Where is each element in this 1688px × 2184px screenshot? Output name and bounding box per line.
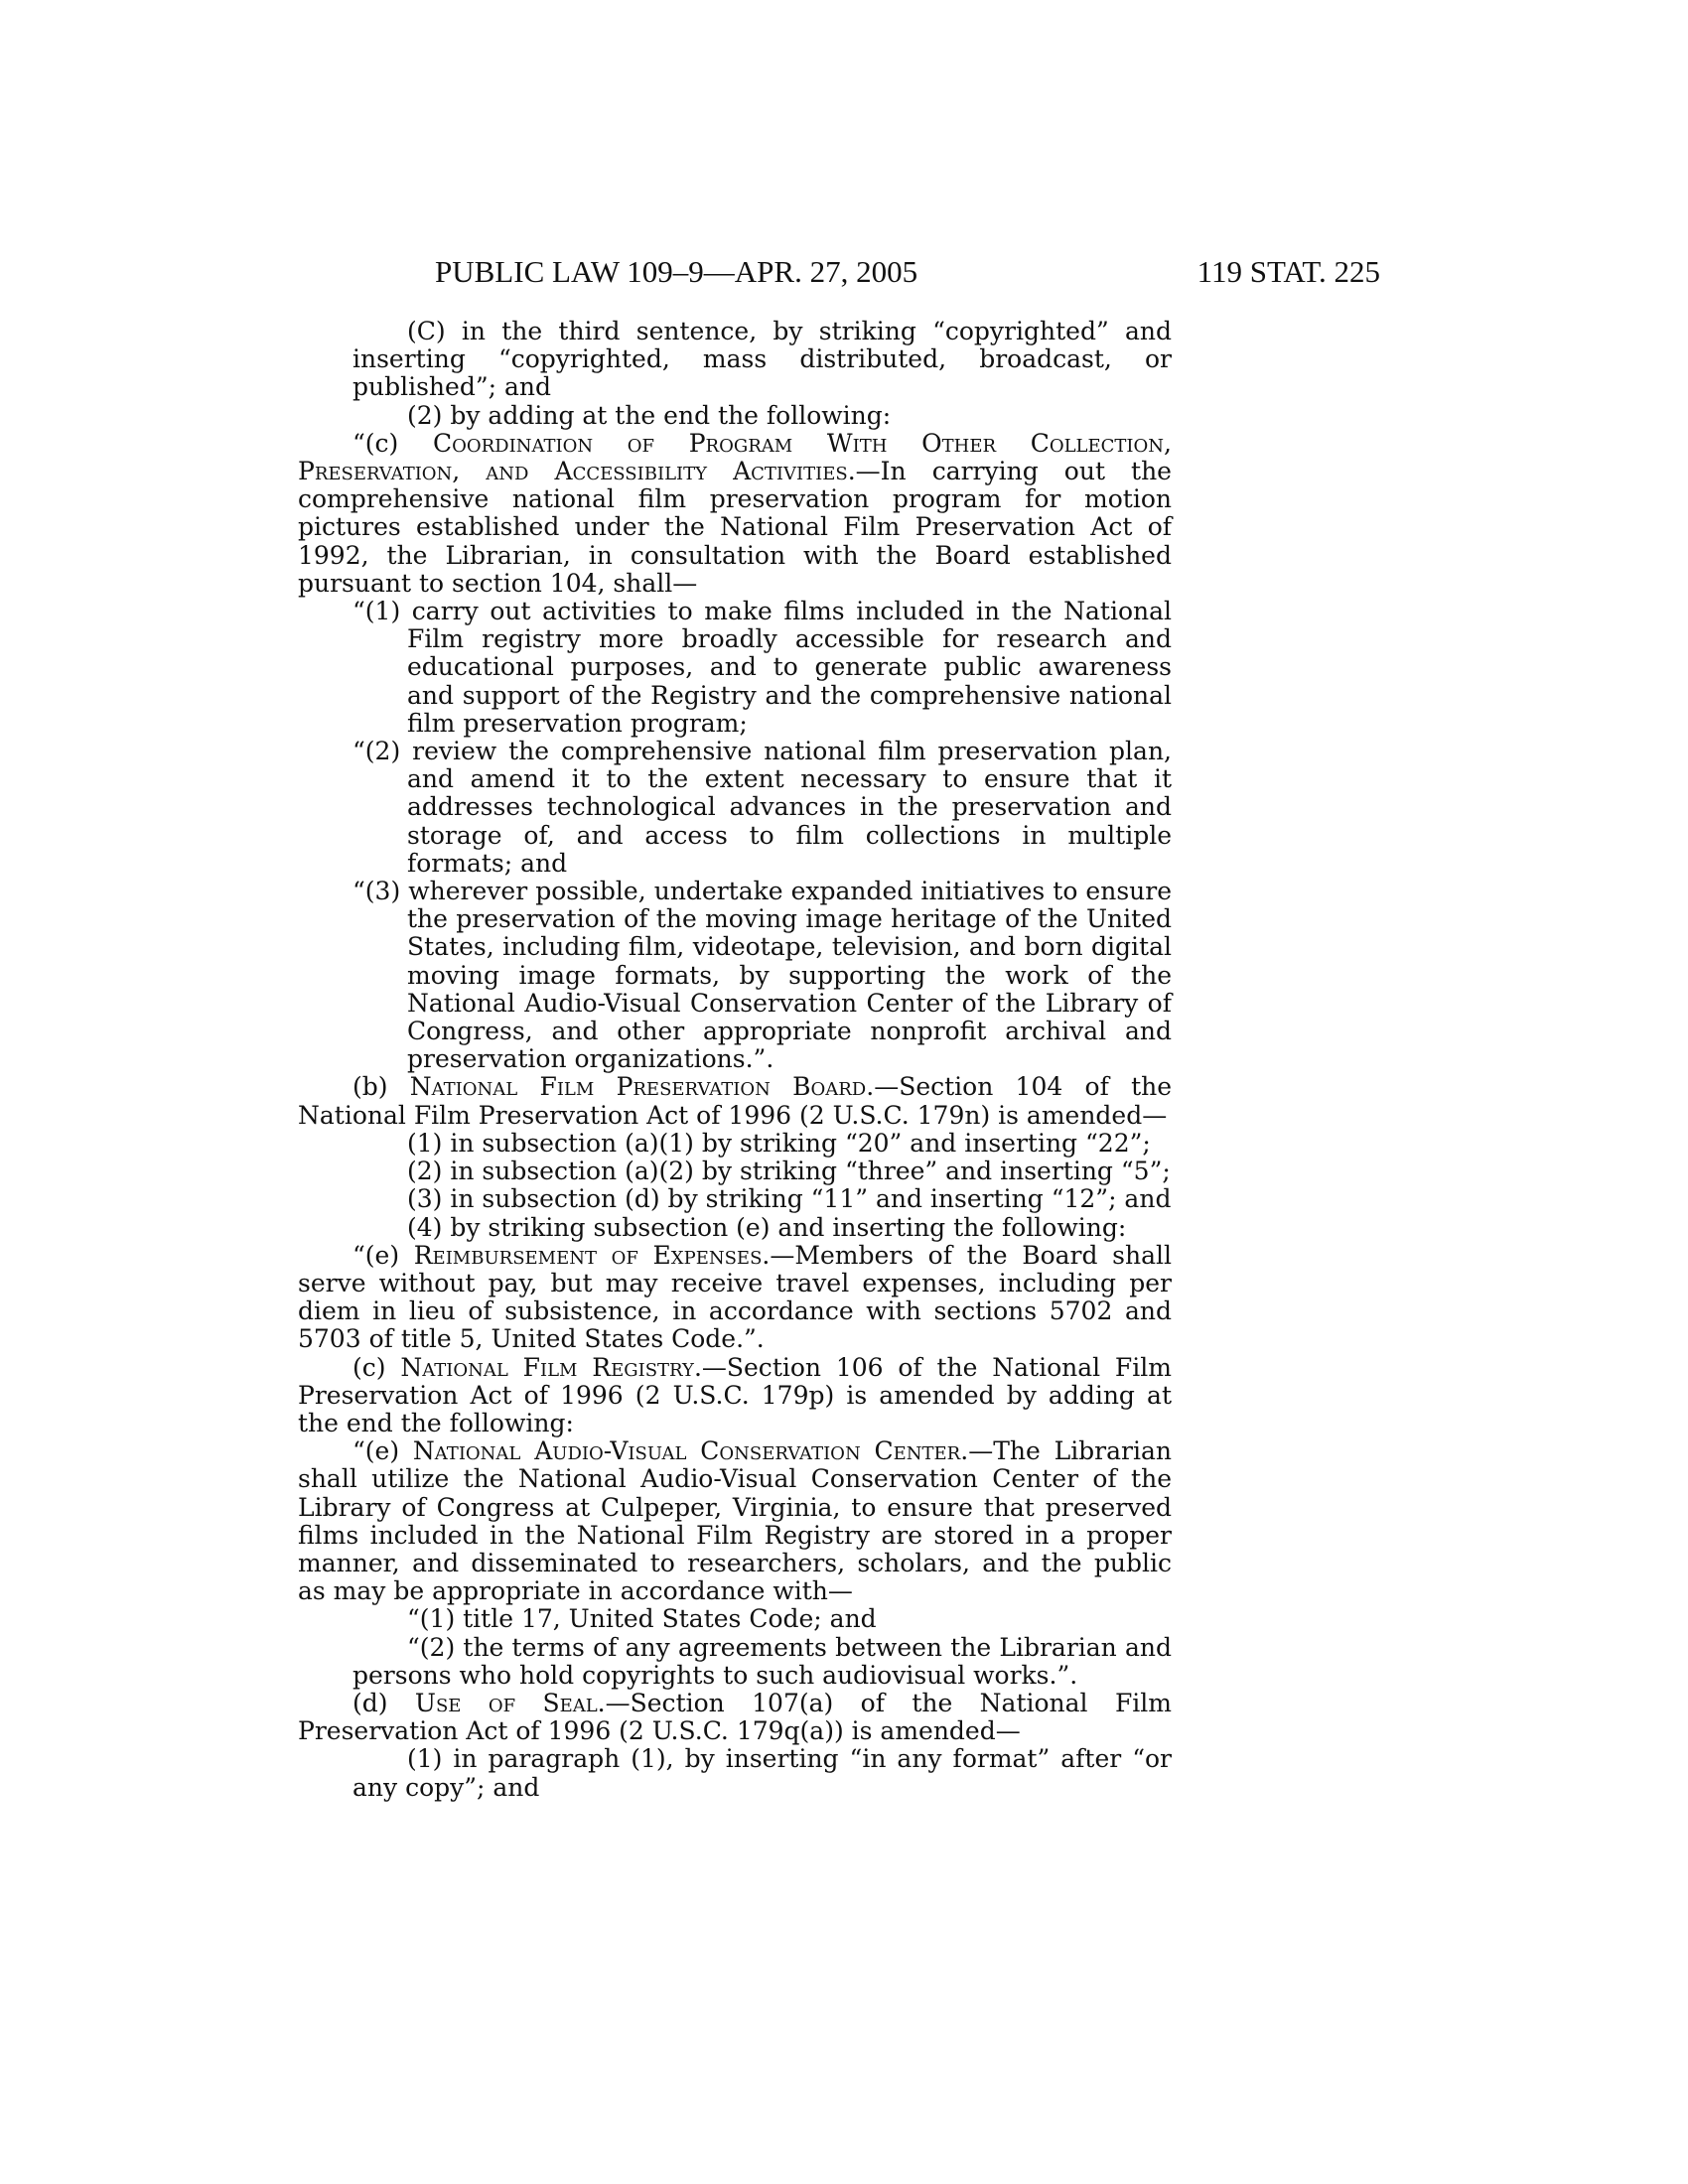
subsection-d-text: —Section 107(a) of the National Film Preservation Act of 1996 (2 U.S.C. 179q(a)) is amended— — [298, 1688, 1172, 1746]
clause-1-accessible: “(1) carry out activities to make films included in the National Film registry more broadly accessible for research and educational purposes, and to generate public awareness and support of the Registry and the comprehensive national film preservation program; — [352, 597, 1172, 738]
subsection-c-coordination — [298, 430, 1172, 598]
subsection-c-heading: Coordination of Program With Other Collection, Preservation, and Accessibility Activities. — [298, 428, 1172, 486]
subsection-d-lead: (d) — [352, 1688, 415, 1717]
clause-1-title-17: “(1) title 17, United States Code; and — [407, 1604, 877, 1634]
subsection-b-text: —Section 104 of the National Film Preservation Act of 1996 (2 U.S.C. 179n) is amended— — [298, 1072, 1173, 1130]
subsection-c-registry — [298, 1354, 1172, 1438]
subsection-c-registry-heading: National Film Registry. — [400, 1352, 702, 1382]
subsection-e-center-text: —The Librarian shall utilize the National Audio-Visual Conservation Center of the Library of Congress at Culpeper, Virginia, to ensure that preserved films included in the National Film Registry are stored in a proper manner, and disseminated to researchers, scholars, and the public as may be appropriate in accordance with— — [298, 1436, 1172, 1606]
subsection-e-center-heading: National Audio-Visual Conservation Center. — [412, 1436, 969, 1466]
clause-3-initiatives: “(3) wherever possible, undertake expanded initiatives to ensure the preservation of the moving image heritage of the United States, including film, videotape, television, and born digital moving image formats, by supporting the work of the National Audio-Visual Conservation Center of the Library of Congress, and other appropriate nonprofit archival and preservation organizations.”. — [352, 877, 1172, 1074]
clause-2-agreements: “(2) the terms of any agreements between the Librarian and persons who hold copyrights to such audiovisual works.”. — [352, 1632, 1172, 1690]
amendment-1: (1) in subsection (a)(1) by striking “20” and inserting “22”; — [407, 1128, 1151, 1158]
statute-body — [298, 318, 1172, 1802]
subsection-e-reimbursement — [298, 1242, 1172, 1354]
subsection-d-heading: Use of Seal. — [414, 1688, 606, 1717]
subsection-c-text: —In carrying out the comprehensive national film preservation program for motion pictures established under the National Film Preservation Act of 1992, the Librarian, in consultation with the Board established pursuant to section 104, shall— — [298, 457, 1172, 598]
subsection-c-registry-text: —Section 106 of the National Film Preservation Act of 1996 (2 U.S.C. 179p) is amended by adding at the end the following: — [298, 1352, 1172, 1437]
page-header — [298, 252, 1380, 292]
amendment-4: (4) by striking subsection (e) and inserting the following: — [407, 1212, 1127, 1242]
paragraph-c-third-sentence: (C) in the third sentence, by striking “copyrighted” and inserting “copyrighted, mass distributed, broadcast, or published”; and — [352, 317, 1172, 402]
seal-amendment-1: (1) in paragraph (1), by inserting “in any format” after “or any copy”; and — [352, 1744, 1172, 1802]
subsection-c-registry-lead: (c) — [352, 1352, 401, 1382]
subsection-b-board — [298, 1073, 1172, 1129]
subsection-b-lead: (b) — [352, 1072, 410, 1102]
subsection-b-heading: National Film Preservation Board. — [409, 1072, 875, 1102]
subsection-e-center-lead: “(e) — [352, 1436, 413, 1466]
amendment-3: (3) in subsection (d) by striking “11” and inserting “12”; and — [407, 1184, 1172, 1214]
subsection-e-text: —Members of the Board shall serve without pay, but may receive travel expenses, including per diem in lieu of subsistence, in accordance with sections 5702 and 5703 of title 5, United States Code.”. — [298, 1240, 1172, 1354]
subsection-d-seal — [298, 1690, 1172, 1745]
subsection-e-conservation-center — [298, 1437, 1172, 1605]
page-reference: 119 STAT. 225 — [1196, 254, 1380, 289]
subsection-e-heading: Reimbursement of Expenses. — [413, 1240, 771, 1270]
running-head-title: PUBLIC LAW 109–9—APR. 27, 2005 — [435, 254, 918, 289]
subsection-e-lead: “(e) — [352, 1240, 414, 1270]
amendment-2: (2) in subsection (a)(2) by striking “three” and inserting “5”; — [407, 1157, 1171, 1186]
subsection-c-lead: “(c) — [352, 428, 433, 458]
paragraph-2-adding: (2) by adding at the end the following: — [407, 400, 892, 430]
clause-2-review: “(2) review the comprehensive national film preservation plan, and amend it to the extent necessary to ensure that it addresses technological advances in the preservation and storage of, and access to film collections in multiple formats; and — [352, 737, 1172, 878]
